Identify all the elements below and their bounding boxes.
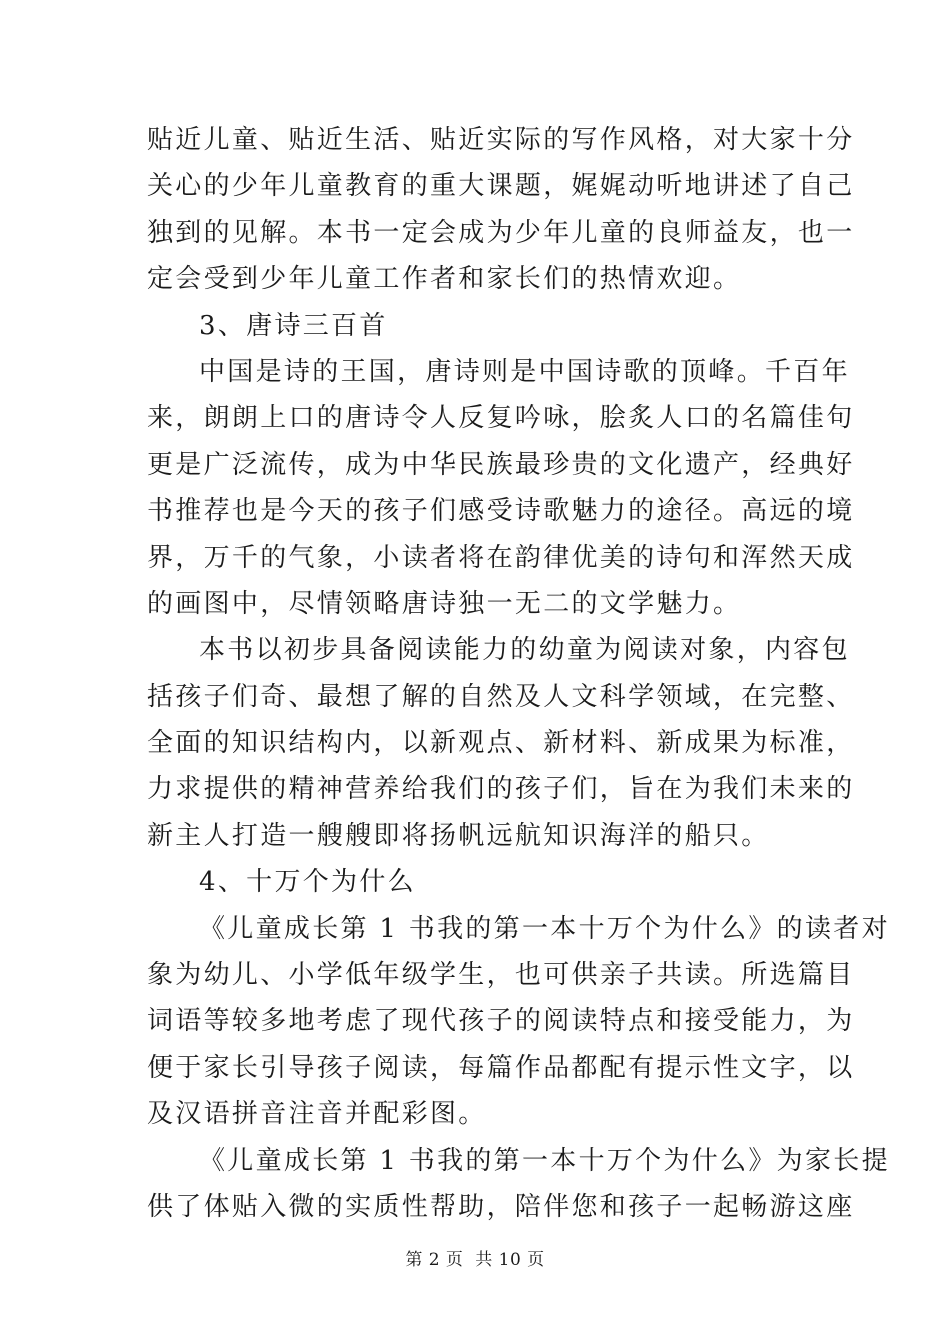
section-heading: 4、十万个为什么 xyxy=(199,867,416,898)
text-line: 词语等较多地考虑了现代孩子的阅读特点和接受能力，为 xyxy=(147,1006,855,1037)
text-line: 的画图中，尽情领略唐诗独一无二的文学魅力。 xyxy=(147,588,742,619)
text-line: 贴近儿童、贴近生活、贴近实际的写作风格，对大家十分 xyxy=(147,125,855,155)
text-line: 及汉语拼音注音并配彩图。 xyxy=(147,1099,487,1130)
text-line: 定会受到少年儿童工作者和家长们的热情欢迎。 xyxy=(147,264,742,295)
text-line: 《儿童成长第 1 书我的第一本十万个为什么》的读者对 xyxy=(199,913,890,944)
text-line: 力求提供的精神营养给我们的孩子们，旨在为我们未来的 xyxy=(147,774,855,805)
text-line: 界，万千的气象，小读者将在韵律优美的诗句和浑然天成 xyxy=(147,542,855,573)
page-number-footer: 第 2 页 共 10 页 xyxy=(405,1250,545,1270)
text-line: 新主人打造一艘艘即将扬帆远航知识海洋的船只。 xyxy=(147,820,770,851)
text-line: 象为幼儿、小学低年级学生，也可供亲子共读。所选篇目 xyxy=(147,960,855,991)
text-line: 《儿童成长第 1 书我的第一本十万个为什么》为家长提 xyxy=(199,1145,890,1176)
text-line: 独到的见解。本书一定会成为少年儿童的良师益友，也一 xyxy=(147,217,855,248)
text-line: 供了体贴入微的实质性帮助，陪伴您和孩子一起畅游这座 xyxy=(147,1191,855,1222)
document-body xyxy=(147,117,890,1230)
text-line: 更是广泛流传，成为中华民族最珍贵的文化遗产，经典好 xyxy=(147,449,855,480)
text-line: 便于家长引导孩子阅读，每篇作品都配有提示性文字，以 xyxy=(147,1052,855,1083)
text-line: 书推荐也是今天的孩子们感受诗歌魅力的途径。高远的境 xyxy=(147,496,855,527)
text-line: 本书以初步具备阅读能力的幼童为阅读对象，内容包 xyxy=(199,635,850,666)
section-heading: 3、唐诗三百首 xyxy=(199,310,388,341)
text-line: 全面的知识结构内，以新观点、新材料、新成果为标准， xyxy=(147,728,855,759)
text-line: 关心的少年儿童教育的重大课题，娓娓动听地讲述了自己 xyxy=(147,171,855,202)
text-line: 括孩子们奇、最想了解的自然及人文科学领域，在完整、 xyxy=(147,681,855,712)
text-line: 来，朗朗上口的唐诗令人反复吟咏，脍炙人口的名篇佳句 xyxy=(147,403,855,434)
text-line: 中国是诗的王国，唐诗则是中国诗歌的顶峰。千百年 xyxy=(199,356,850,387)
